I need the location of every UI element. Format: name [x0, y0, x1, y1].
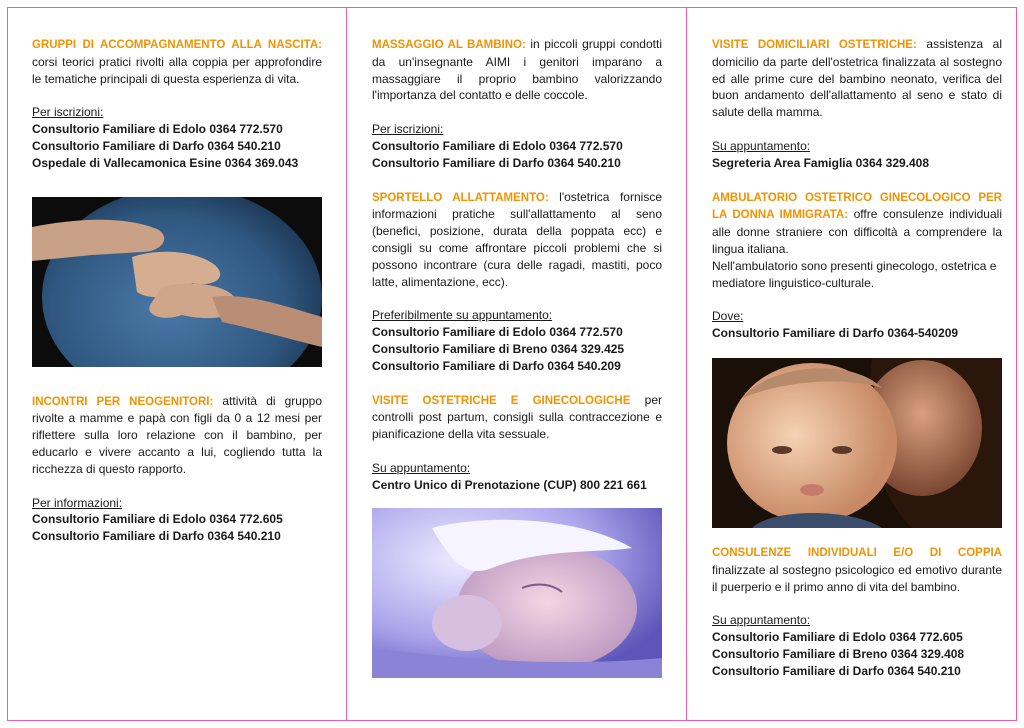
section-title: CONSULENZE INDIVIDUALI E/O DI COPPIA — [712, 546, 1002, 559]
section-title: SPORTELLO ALLATTAMENTO: — [372, 191, 549, 204]
contact-line: Consultorio Familiare di Darfo 0364-540209 — [712, 326, 959, 341]
contact-line: Consultorio Familiare di Edolo 0364 772.570 — [372, 325, 623, 340]
section-text: offre consulenze individuali alle donne straniere con difficoltà a comprendere la lingua italiana. — [712, 207, 1002, 256]
panel-center — [372, 36, 662, 678]
section-new-parents — [32, 393, 322, 478]
section-text: finalizzate al sostegno psicologico ed emotivo durante il puerperio e il primo anno di vita del bambino. — [712, 562, 1002, 594]
contact-label: Su appuntamento: — [372, 460, 471, 475]
panel-left — [32, 36, 322, 545]
section-text-continued: Nell'ambulatorio sono presenti ginecologo, ostetrica e mediatore linguistico-culturale. — [712, 258, 997, 290]
photo-sleeping-newborn — [372, 508, 662, 678]
section-title: GRUPPI DI ACCOMPAGNAMENTO ALLA NASCITA: — [32, 39, 322, 51]
contact-label: Dove: — [712, 309, 744, 324]
section-birth-groups — [32, 36, 322, 87]
contact-line: Consultorio Familiare di Breno 0364 329.408 — [712, 646, 965, 661]
photo-pregnant-belly — [32, 197, 322, 367]
contact-label: Per iscrizioni: — [32, 105, 104, 120]
contact-label: Su appuntamento: — [712, 613, 811, 628]
section-text: per controlli post partum, consigli sulla contraccezione e pianificazione della vita sessuale. — [372, 392, 662, 442]
contact-line: Consultorio Familiare di Edolo 0364 772.605 — [32, 512, 283, 527]
section-immigrant-clinic — [712, 189, 1002, 258]
contact-line: Consultorio Familiare di Darfo 0364 540.210 — [32, 138, 281, 153]
contact-line: Consultorio Familiare di Edolo 0364 772.570 — [32, 122, 283, 137]
section-title: INCONTRI PER NEOGENITORI: — [32, 395, 214, 408]
contact-label: Su appuntamento: — [712, 138, 811, 153]
section-obstetric-visits — [372, 392, 662, 443]
contact-line: Consultorio Familiare di Darfo 0364 540.210 — [32, 529, 281, 544]
contact-label: Per informazioni: — [32, 495, 123, 510]
panel-divider-2 — [686, 7, 687, 721]
section-breastfeeding — [372, 189, 662, 291]
section-text: in piccoli gruppi condotti da un'insegnante AIMI i genitori imparano a massaggiare il proprio bambino valorizzando l'importanza del contatto e delle coccole. — [372, 37, 662, 103]
contact-line: Centro Unico di Prenotazione (CUP) 800 221 661 — [372, 477, 647, 492]
photo-mother-kissing-baby — [712, 358, 1002, 528]
section-text: attività di gruppo rivolte a mamme e papà con figli da 0 a 12 mesi per riflettere sulla loro relazione con il bambino, per educarlo e vivere accanto a lui, cogliendo tutta la ricchezza di questo rapporto. — [32, 393, 323, 476]
contact-label: Per iscrizioni: — [372, 122, 444, 137]
contact-line: Consultorio Familiare di Darfo 0364 540.210 — [712, 663, 961, 678]
section-home-visits — [712, 36, 1002, 121]
contact-line: Consultorio Familiare di Breno 0364 329.425 — [372, 341, 625, 356]
section-baby-massage — [372, 36, 662, 104]
contact-line: Ospedale di Vallecamonica Esine 0364 369.043 — [32, 155, 299, 170]
section-title: AMBULATORIO OSTETRICO GINECOLOGICO PER LA DONNA IMMIGRATA: — [712, 191, 1002, 222]
contact-line: Consultorio Familiare di Darfo 0364 540.210 — [372, 155, 621, 170]
contact-line: Consultorio Familiare di Edolo 0364 772.570 — [372, 138, 623, 153]
section-title: MASSAGGIO AL BAMBINO: — [372, 39, 526, 51]
panel-divider-1 — [346, 7, 347, 721]
section-counseling — [712, 544, 1002, 595]
panel-right — [712, 36, 1002, 680]
contact-line: Consultorio Familiare di Darfo 0364 540.209 — [372, 358, 621, 373]
section-text: assistenza al domicilio da parte dell'ostetrica finalizzata al sostegno ed alle prime cure del bambino neonato, verifica del buon andamento dell'allattamento al seno e stato di salute della mamma. — [712, 37, 1003, 120]
section-text: corsi teorici pratici rivolti alla coppia per approfondire le tematiche principali di questa esperienza di vita. — [32, 54, 322, 86]
contact-line: Consultorio Familiare di Edolo 0364 772.605 — [712, 630, 963, 645]
contact-label: Preferibilmente su appuntamento: — [372, 308, 553, 323]
section-title: VISITE DOMICILIARI OSTETRICHE: — [712, 39, 917, 51]
section-text: l'ostetrica fornisce informazioni pratiche sull'allattamento al seno (benefici, posizione, durata della poppata ecc) e consigli su come affrontare piccoli problemi che si possono incontrare (cura delle ragadi, mastiti, poco latte, alimentazione, ecc). — [372, 189, 662, 289]
contact-line: Segreteria Area Famiglia 0364 329.408 — [712, 155, 930, 170]
section-title: VISITE OSTETRICHE E GINECOLOGICHE — [372, 394, 631, 407]
